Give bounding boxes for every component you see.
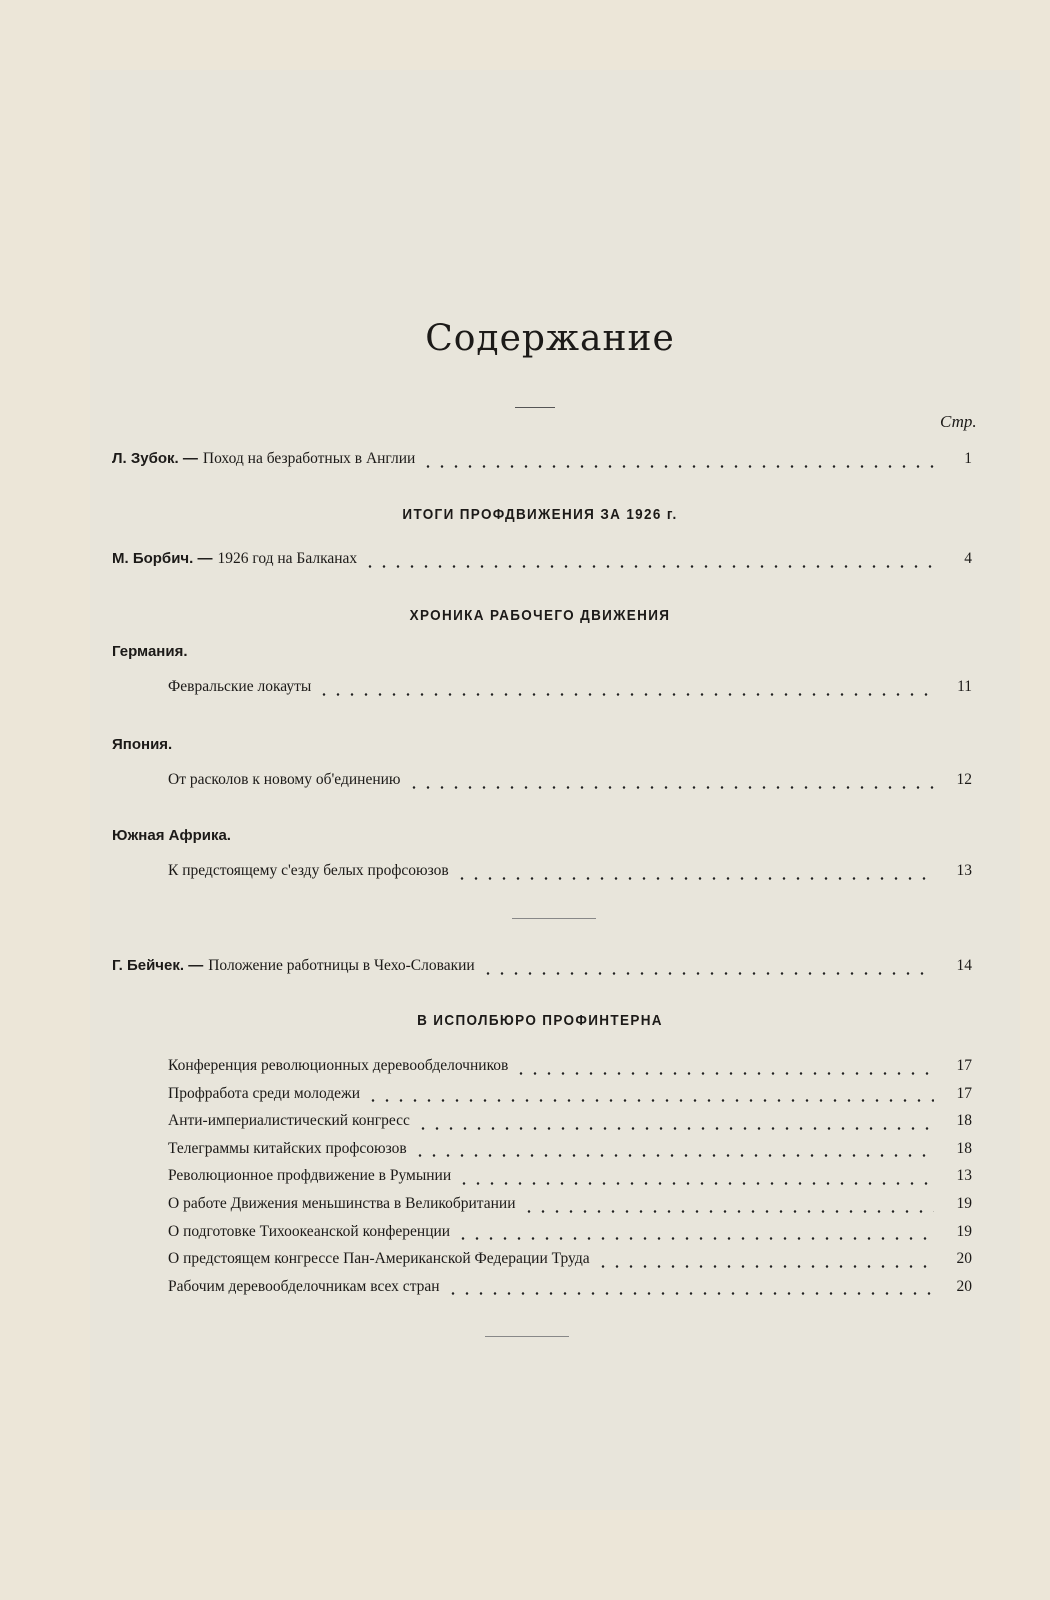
toc-entry[interactable]: [168, 1195, 972, 1217]
entry-title: О предстоящем конгрессе Пан-Американской Федерации Труда: [168, 1250, 590, 1268]
dot-leader: [522, 1210, 934, 1213]
entry-title: О подготовке Тихоокеанской конференции: [168, 1222, 451, 1240]
toc-entry[interactable]: [112, 957, 972, 979]
dot-leader: [317, 693, 934, 696]
page-number: 14: [956, 957, 972, 974]
dot-leader: [457, 1182, 934, 1185]
page-number: 18: [956, 1139, 972, 1157]
entry-title: Телеграммы китайских профсоюзов: [168, 1139, 407, 1157]
page-number: 12: [956, 771, 972, 788]
entry-title: Поход на безработных в Англии: [202, 450, 416, 467]
page-number: 13: [956, 1167, 972, 1185]
divider: [512, 918, 596, 919]
page-number: 20: [956, 1250, 972, 1268]
toc-entry[interactable]: [168, 771, 972, 793]
page-title: Содержание: [425, 318, 675, 359]
page-number: 20: [956, 1277, 972, 1295]
page-number: 4: [964, 550, 972, 567]
dot-leader: [456, 1237, 934, 1240]
toc-entry[interactable]: [168, 1250, 972, 1272]
toc-entry[interactable]: [168, 1223, 972, 1245]
divider: [515, 407, 555, 408]
entry-title: Конференция революционных деревообделочников: [168, 1057, 509, 1074]
entry-title: К предстоящему с'езду белых профсоюзов: [168, 862, 449, 879]
dot-leader: [481, 972, 934, 975]
entry-title: От расколов к новому об'единению: [168, 771, 401, 788]
entry-title: Положение работницы в Чехо-Словакии: [208, 957, 475, 974]
dot-leader: [407, 786, 935, 789]
entry-title: Рабочим деревообделочникам всех стран: [168, 1277, 440, 1295]
page-number: 19: [956, 1195, 972, 1212]
page-number: 17: [956, 1084, 972, 1102]
page-number: 17: [956, 1057, 972, 1074]
page-number: 1: [964, 450, 972, 467]
dot-leader: [514, 1072, 934, 1075]
section-heading: ИТОГИ ПРОФДВИЖЕНИЯ ЗА 1926 г.: [402, 506, 678, 523]
toc-entry[interactable]: [168, 1085, 972, 1107]
toc-entry[interactable]: [168, 1112, 972, 1134]
toc-entry[interactable]: [168, 1140, 972, 1162]
entry-title: Февральские локауты: [168, 678, 312, 695]
divider: [485, 1336, 569, 1337]
author: М. Борбич. —: [112, 550, 213, 567]
country-heading: Япония.: [112, 736, 173, 753]
dot-leader: [446, 1292, 934, 1295]
toc-entry[interactable]: [168, 1278, 972, 1300]
dot-leader: [363, 565, 934, 568]
page-number: 13: [956, 862, 972, 879]
dot-leader: [421, 465, 934, 468]
toc-entry[interactable]: [112, 450, 972, 472]
entry-title: 1926 год на Балканах: [217, 550, 358, 567]
page-column-label: Стр.: [940, 412, 977, 431]
entry-title: О работе Движения меньшинства в Великобритании: [168, 1195, 516, 1212]
section-heading: ХРОНИКА РАБОЧЕГО ДВИЖЕНИЯ: [409, 607, 671, 624]
toc-entry[interactable]: [168, 862, 972, 884]
toc-entry[interactable]: [168, 1057, 972, 1079]
page-number: 19: [956, 1222, 972, 1240]
dot-leader: [366, 1099, 934, 1102]
country-heading: Германия.: [112, 643, 188, 660]
entry-title: Анти-империалистический конгресс: [168, 1112, 410, 1130]
country-heading: Южная Африка.: [112, 827, 231, 844]
dot-leader: [596, 1265, 934, 1268]
entry-title: Профработа среди молодежи: [168, 1084, 361, 1102]
dot-leader: [416, 1127, 934, 1130]
section-heading: В ИСПОЛБЮРО ПРОФИНТЕРНА: [417, 1012, 663, 1029]
author: Л. Зубок. —: [112, 450, 198, 467]
toc-entry[interactable]: [168, 678, 972, 700]
toc-entry[interactable]: [168, 1167, 972, 1189]
dot-leader: [455, 877, 934, 880]
page-number: 11: [957, 678, 972, 695]
entry-title: Революционное профдвижение в Румынии: [168, 1167, 452, 1185]
page-number: 18: [956, 1112, 972, 1130]
dot-leader: [413, 1154, 934, 1157]
toc-entry[interactable]: [112, 550, 972, 572]
author: Г. Бейчек. —: [112, 957, 204, 974]
